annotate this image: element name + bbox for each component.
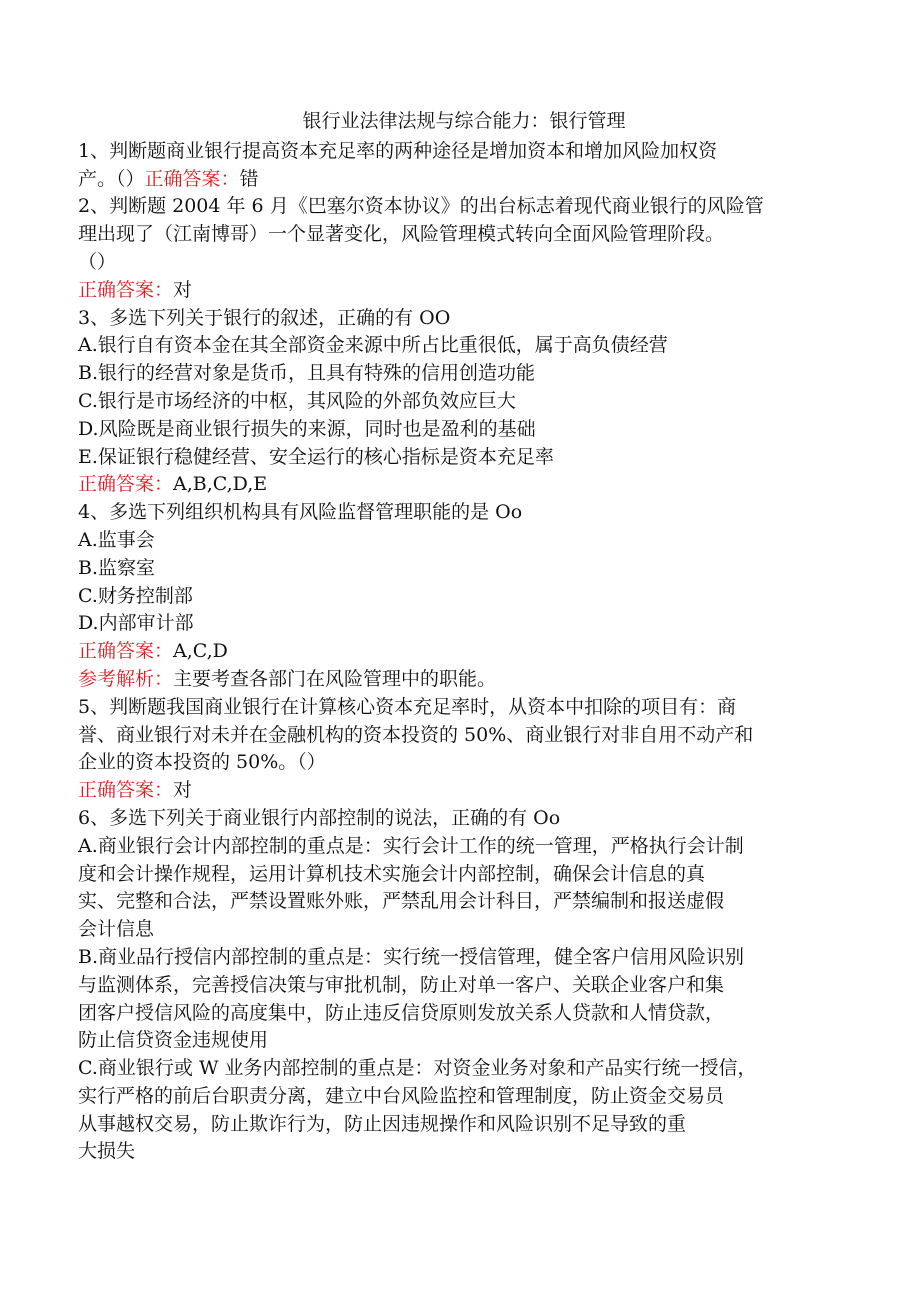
text-line: 企业的资本投资的 50%。（）	[78, 751, 326, 774]
text-line: 防止信贷资金违规使用	[78, 1029, 269, 1052]
text-line: B.监察室	[78, 556, 156, 579]
text-line: 大损失	[78, 1140, 136, 1163]
answer-line	[78, 638, 850, 666]
text-line: 3、多选下列关于银行的叙述，正确的有 OO	[78, 306, 451, 329]
text-line: C.财务控制部	[78, 584, 193, 607]
answer-label: 参考解析：	[78, 667, 174, 690]
text-line: 从事越权交易，防止欺诈行为，防止因违规操作和风险识别不足导致的重	[78, 1112, 687, 1135]
answer-label: 正确答案：	[78, 473, 174, 496]
text-line: D.风险既是商业银行损失的来源，同时也是盈利的基础	[78, 417, 536, 440]
text-line: 1、判断题商业银行提高资本充足率的两种途径是增加资本和增加风险加权资	[78, 139, 718, 162]
answer-line	[78, 777, 850, 805]
document-title: 银行业法律法规与综合能力：银行管理	[302, 110, 626, 132]
text-line: B.商业品行授信内部控制的重点是：实行统一授信管理，健全客户信用风险识别	[78, 945, 745, 968]
answer-value: A,C,D	[173, 640, 228, 663]
text-line: 会计信息	[78, 918, 155, 941]
answer-value: 错	[239, 167, 259, 190]
text-line: 2、判断题 2004 年 6 月《巴塞尔资本协议》的出台标志着现代商业银行的风险管	[78, 195, 764, 218]
answer-label: 正确答案：	[78, 779, 174, 802]
text-line: D.内部审计部	[78, 612, 194, 635]
answer-value: A,B,C,D,E	[173, 473, 268, 496]
text-line: 理出现了（江南博哥）一个显著变化，风险管理模式转向全面风险管理阶段。	[78, 223, 725, 246]
answer-value: 主要考查各部门在风险管理中的职能。	[173, 667, 497, 690]
text-line: A.监事会	[78, 528, 155, 551]
text-line: B.银行的经营对象是货币，且具有特殊的信用创造功能	[78, 362, 536, 385]
answer-line	[78, 471, 850, 499]
text-line: A.银行自有资本金在其全部资金来源中所占比重很低，属于高负债经营	[78, 334, 668, 357]
document-body	[78, 138, 850, 1166]
text-line: 6、多选下列关于商业银行内部控制的说法，正确的有 Oo	[78, 806, 561, 829]
answer-label: 正确答案：	[78, 278, 174, 301]
text-line: C.商业银行或 W 业务内部控制的重点是：对资金业务对象和产品实行统一授信，	[78, 1057, 757, 1080]
text-line: （）	[78, 250, 117, 273]
text-line: 誉、商业银行对未并在金融机构的资本投资的 50%、商业银行对非自用不动产和	[78, 723, 754, 746]
text-line: E.保证银行稳健经营、安全运行的核心指标是资本充足率	[78, 445, 554, 468]
text-line: 实、完整和合法，严禁设置账外账，严禁乱用会计科目，严禁编制和报送虚假	[78, 890, 725, 913]
question-text: 产。（）	[78, 167, 145, 190]
answer-line	[78, 666, 850, 694]
text-line: 5、判断题我国商业银行在计算核心资本充足率时，从资本中扣除的项目有：商	[78, 695, 737, 718]
text-line: C.银行是市场经济的中枢，其风险的外部负效应巨大	[78, 389, 516, 412]
text-line: A.商业银行会计内部控制的重点是：实行会计工作的统一管理，严格执行会计制	[78, 834, 744, 857]
answer-line	[78, 277, 850, 305]
text-line: 4、多选下列组织机构具有风险监督管理职能的是 Oo	[78, 501, 523, 524]
answer-line	[78, 166, 850, 194]
answer-value: 对	[173, 779, 193, 802]
text-line: 度和会计操作规程，运用计算机技术实施会计内部控制，确保会计信息的真	[78, 862, 706, 885]
text-line: 团客户授信风险的高度集中，防止违反信贷原则发放关系人贷款和人情贷款，	[78, 1001, 725, 1024]
answer-label: 正确答案：	[78, 640, 174, 663]
text-line: 实行严格的前后台职责分离，建立中台风险监控和管理制度，防止资金交易员	[78, 1084, 725, 1107]
text-line: 与监测体系，完善授信决策与审批机制，防止对单一客户、关联企业客户和集	[78, 973, 725, 996]
answer-label: 正确答案：	[144, 167, 240, 190]
answer-value: 对	[173, 278, 193, 301]
